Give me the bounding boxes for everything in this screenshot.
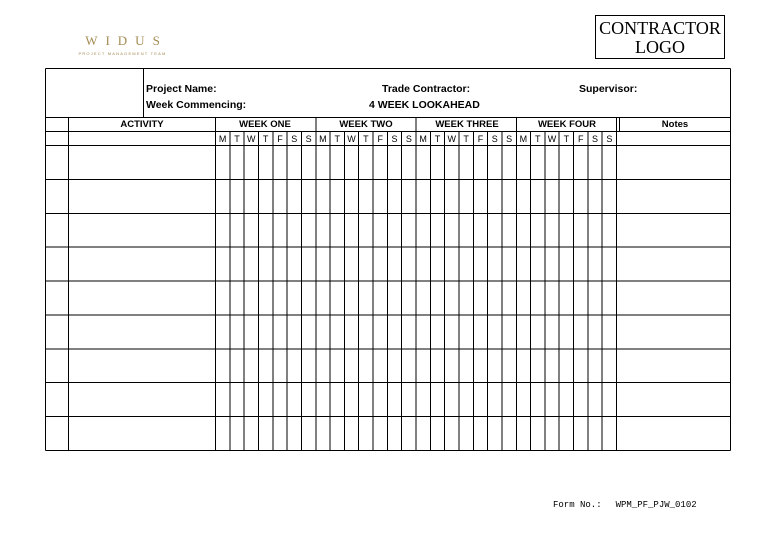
day-label: W	[247, 134, 256, 144]
week-one-header: WEEK ONE	[239, 119, 291, 130]
activity-header: ACTIVITY	[120, 119, 164, 130]
form-number	[553, 500, 697, 510]
day-label: W	[447, 134, 457, 144]
day-label: M	[419, 134, 427, 144]
week-three-header: WEEK THREE	[435, 119, 499, 130]
contractor-logo-line2: LOGO	[635, 37, 685, 57]
form-number-value: WPM_PF_PJW_0102	[615, 500, 697, 510]
day-label: M	[218, 134, 227, 144]
day-label: M	[319, 134, 327, 144]
logo-wordmark: WIDUS	[85, 33, 168, 48]
lookahead-title: 4 WEEK LOOKAHEAD	[369, 99, 480, 111]
week-four-header: WEEK FOUR	[537, 119, 597, 130]
day-label: S	[305, 134, 312, 144]
supervisor-label: Supervisor:	[579, 83, 638, 95]
day-label: T	[563, 134, 570, 144]
day-label: M	[519, 134, 528, 144]
day-label: F	[477, 134, 484, 144]
day-label: S	[405, 134, 412, 144]
week-commencing-label: Week Commencing:	[146, 99, 247, 111]
trade-contractor-label: Trade Contractor:	[382, 83, 471, 95]
day-label: T	[334, 134, 340, 144]
contractor-logo-line1: CONTRACTOR	[599, 18, 721, 38]
day-label: T	[262, 134, 269, 144]
day-label: T	[534, 134, 541, 144]
notes-header: Notes	[661, 119, 689, 130]
day-label: T	[234, 134, 240, 144]
day-label: F	[277, 134, 283, 144]
project-name-label: Project Name:	[146, 83, 217, 95]
day-label: S	[391, 134, 398, 144]
day-label: S	[592, 134, 599, 144]
form-number-label: Form No.:	[553, 500, 602, 510]
day-label: S	[606, 134, 613, 144]
day-label: F	[377, 134, 383, 144]
day-label: W	[547, 134, 557, 144]
week-two-header: WEEK TWO	[339, 119, 393, 130]
logo-tagline: PROJECT MANAGEMENT TEAM	[78, 51, 167, 56]
day-label: T	[463, 134, 469, 144]
day-label: S	[291, 134, 298, 144]
day-label: T	[434, 134, 441, 144]
day-label: S	[491, 134, 498, 144]
day-label: T	[363, 134, 369, 144]
day-label: F	[577, 134, 584, 144]
day-label: W	[347, 134, 356, 144]
day-label: S	[506, 134, 513, 144]
